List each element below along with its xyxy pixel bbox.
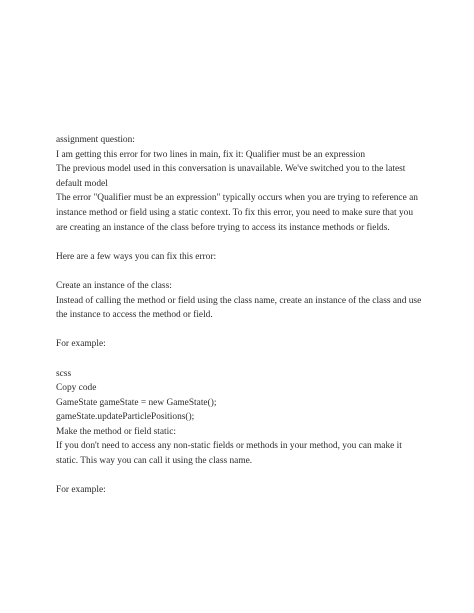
question-text: I am getting this error for two lines in main, fix it: Qualifier must be an expression bbox=[56, 149, 366, 160]
fix-intro: Here are a few ways you can fix this error: bbox=[56, 251, 217, 262]
fix-2-text-line-1: If you don't need to access any non-static fields or methods in your method, you can make it bbox=[56, 441, 402, 452]
copy-code-label: Copy code bbox=[56, 383, 97, 394]
example-label: For example: bbox=[56, 339, 106, 350]
blank-line bbox=[56, 235, 428, 250]
code-line-2: gameState.updateParticlePositions(); bbox=[56, 412, 195, 423]
code-line-1: GameState gameState = new GameState(); bbox=[56, 397, 217, 408]
model-notice-line-2: default model bbox=[56, 178, 108, 189]
blank-line bbox=[56, 469, 428, 484]
fix-2-heading: Make the method or field static: bbox=[56, 426, 177, 437]
fix-2-text-line-2: static. This way you can call it using the class name. bbox=[56, 456, 253, 467]
model-notice-line-1: The previous model used in this conversation is unavailable. We've switched you to the latest bbox=[56, 164, 406, 175]
explanation-line-2: instance method or field using a static context. To fix this error, you need to make sure that you bbox=[56, 207, 414, 218]
fix-1-text-line-1: Instead of calling the method or field using the class name, create an instance of the class and use bbox=[56, 295, 422, 306]
fix-1-heading: Create an instance of the class: bbox=[56, 280, 172, 291]
example-label: For example: bbox=[56, 485, 106, 496]
explanation-line-1: The error "Qualifier must be an expression" typically occurs when you are trying to reference an bbox=[56, 193, 418, 204]
document-body bbox=[56, 133, 428, 498]
code-language-label: scss bbox=[56, 368, 72, 379]
explanation-line-3: are creating an instance of the class before trying to access its instance methods or fields. bbox=[56, 222, 390, 233]
blank-line bbox=[56, 323, 428, 338]
blank-line bbox=[56, 352, 428, 367]
assignment-heading: assignment question: bbox=[56, 135, 135, 145]
blank-line bbox=[56, 264, 428, 279]
fix-1-text-line-2: the instance to access the method or field. bbox=[56, 310, 213, 321]
